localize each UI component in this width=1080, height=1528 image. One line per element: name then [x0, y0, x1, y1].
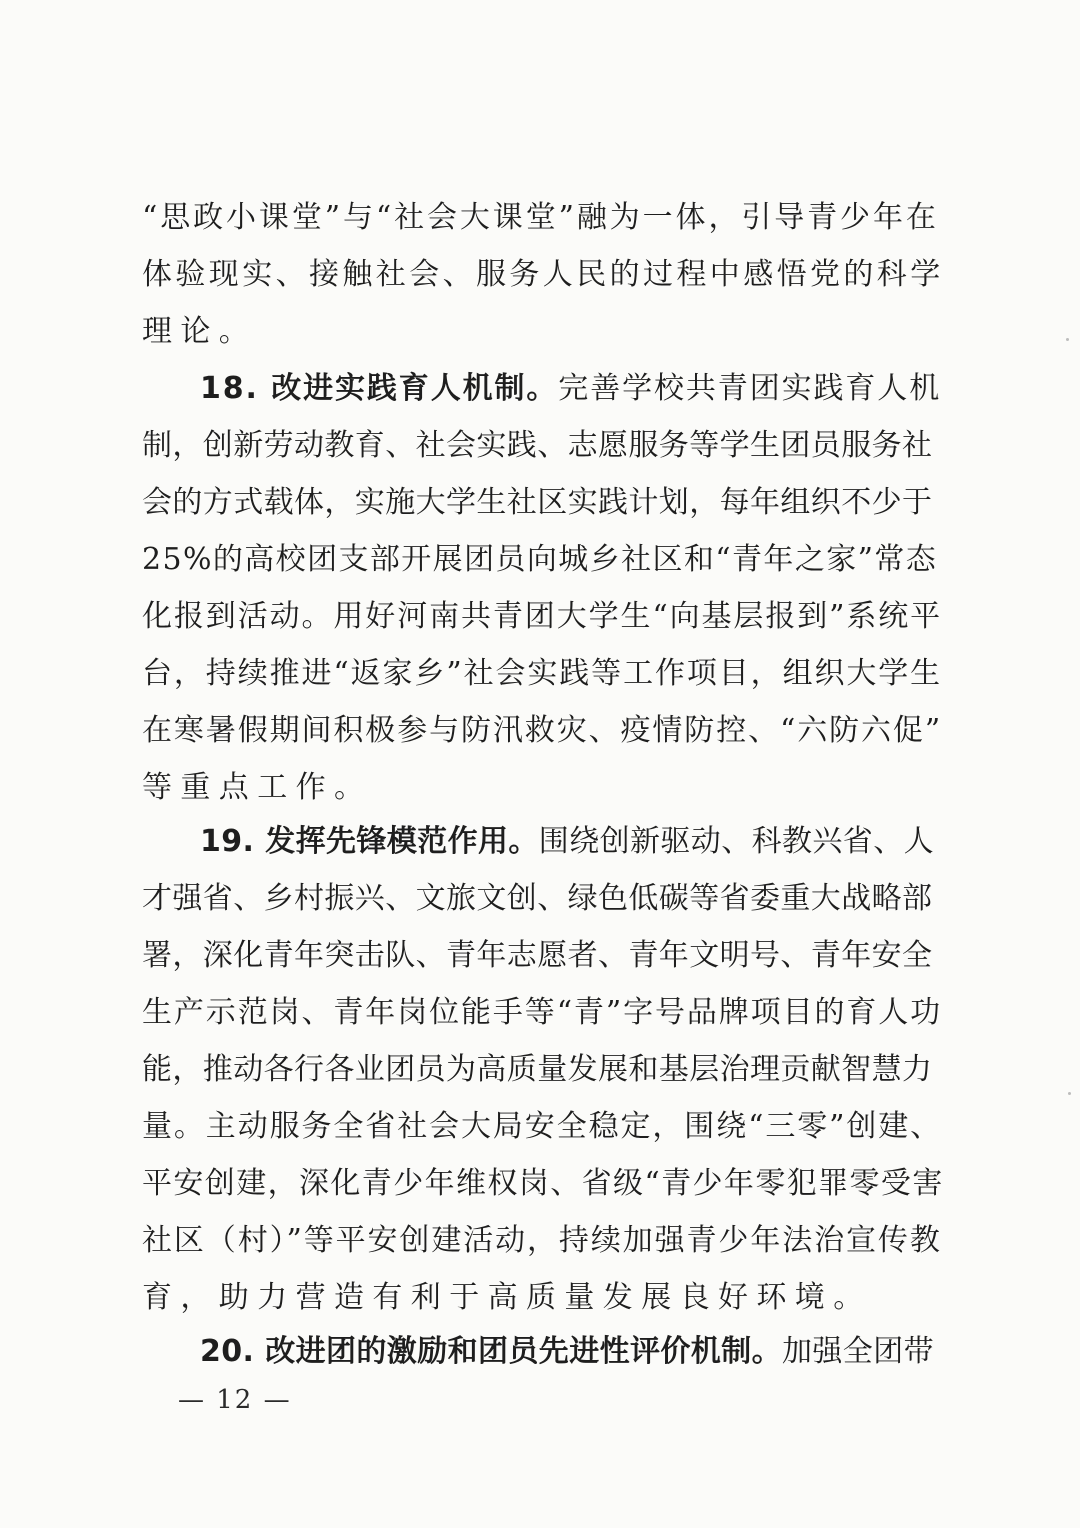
item-18-first-line: [200, 370, 941, 408]
item-18-first-line-text: 完善学校共青团实践育人机: [558, 371, 942, 406]
scan-speck: [1066, 338, 1069, 341]
item-18-line-5: 化报到活动。用好河南共青团大学生“向基层报到”系统平: [142, 599, 943, 634]
item-19-line-4: 生产示范岗、青年岗位能手等“青”字号品牌项目的育人功: [142, 995, 943, 1030]
item-18-line-3: 会的方式载体，实施大学生社区实践计划，每年组织不少于: [142, 485, 933, 520]
item-18-line-4: 25%的高校团支部开展团员向城乡社区和“青年之家”常态: [142, 542, 938, 577]
page-number: — 12 —: [178, 1385, 292, 1415]
item-19-line-7: 平安创建，深化青少年维权岗、省级“青少年零犯罪零受害: [142, 1166, 944, 1201]
item-18-line-7: 在寒暑假期间积极参与防汛救灾、疫情防控、“六防六促”: [142, 713, 943, 748]
intro-line-1: “思政小课堂”与“社会大课堂”融为一体，引导青少年在: [142, 200, 939, 235]
item-19-line-8: 社区（村）”等平安创建活动，持续加强青少年法治宣传教: [142, 1223, 942, 1258]
scan-speck: [1068, 1092, 1071, 1095]
item-19-line-3: 署，深化青年突击队、青年志愿者、青年文明号、青年安全: [142, 938, 933, 973]
item-20-first-line: [200, 1333, 934, 1371]
item-19-line-6: 量。主动服务全省社会大局安全稳定，围绕“三零”创建、: [142, 1109, 943, 1144]
item-19-heading: 19. 发挥先锋模范作用。: [200, 824, 539, 859]
item-19-line-2: 才强省、乡村振兴、文旅文创、绿色低碳等省委重大战略部: [142, 881, 933, 916]
item-19-first-line: [200, 823, 934, 861]
item-18-line-2: 制，创新劳动教育、社会实践、志愿服务等学生团员服务社: [142, 428, 933, 463]
item-19-line-5: 能，推动各行各业团员为高质量发展和基层治理贡献智慧力: [142, 1052, 933, 1087]
item-18-line-8: 等重点工作。: [142, 770, 373, 805]
intro-line-3: 理论。: [142, 314, 258, 349]
item-18-heading: 18. 改进实践育人机制。: [200, 371, 559, 406]
item-19-first-line-text: 围绕创新驱动、科教兴省、人: [538, 824, 934, 859]
item-20-first-line-text: 加强全团带: [782, 1334, 934, 1369]
item-18-line-6: 台，持续推进“返家乡”社会实践等工作项目，组织大学生: [142, 656, 943, 691]
item-20-heading: 20. 改进团的激励和团员先进性评价机制。: [200, 1334, 782, 1369]
intro-line-2: 体验现实、接触社会、服务人民的过程中感悟党的科学: [142, 257, 944, 292]
item-19-line-9: 育，助力营造有利于高质量发展良好环境。: [142, 1280, 872, 1315]
